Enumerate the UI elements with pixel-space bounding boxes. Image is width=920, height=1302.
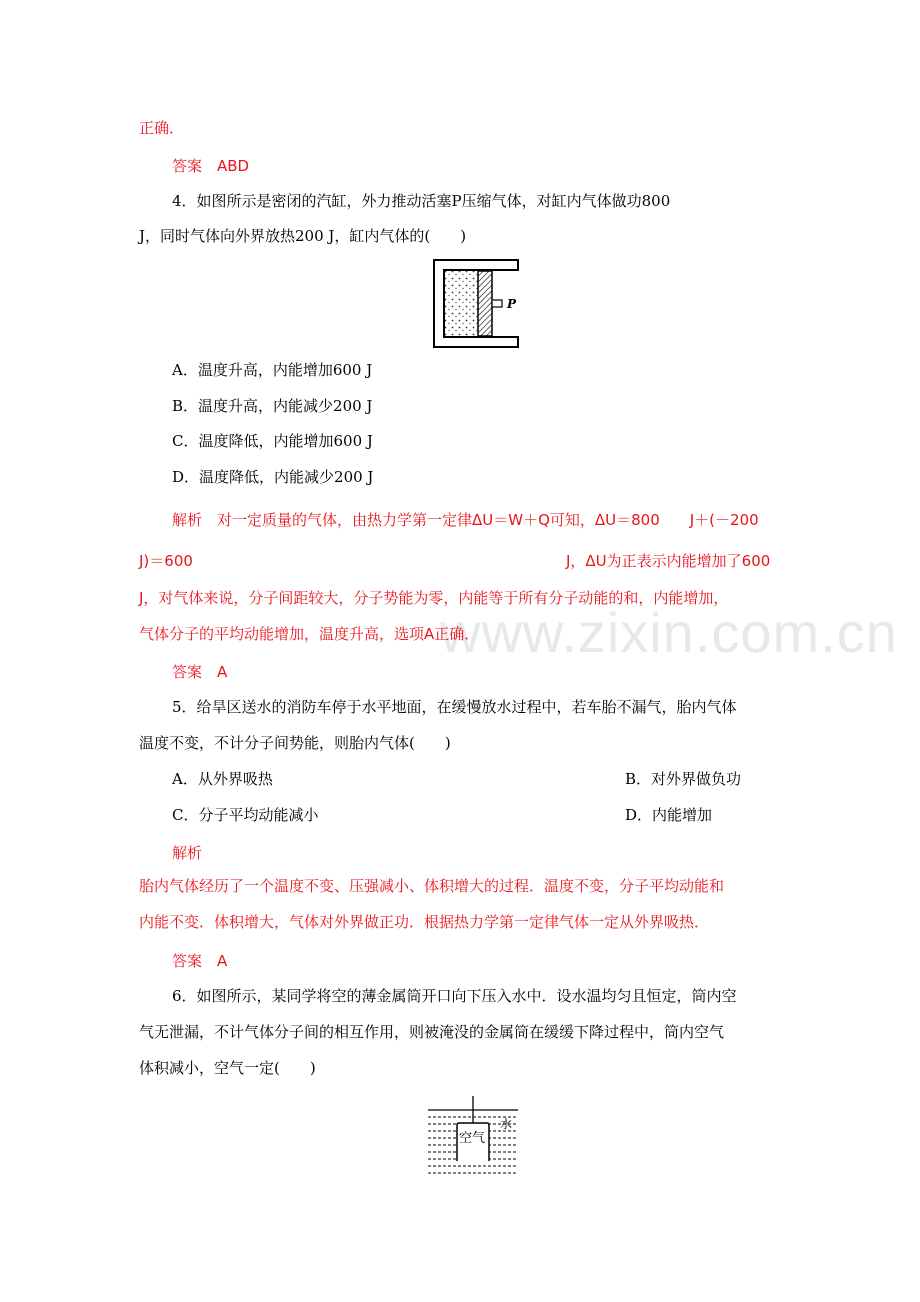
q5-stem-line2: 温度不变，不计分子间势能，则胎内气体( ): [139, 734, 451, 752]
q5-option-b: B．对外界做负功: [625, 770, 742, 788]
q4-analysis-line1: 解析 对一定质量的气体，由热力学第一定律ΔU＝W＋Q可知，ΔU＝800 J＋(－200: [172, 511, 759, 529]
q4-stem-line2: J，同时气体向外界放热200 J，缸内气体的( ): [139, 227, 467, 245]
q6-stem-line3: 体积减小，空气一定( ): [139, 1059, 316, 1077]
q4-analysis-line2b: J，ΔU为正表示内能增加了600: [566, 552, 771, 570]
air-label: 空气: [459, 1131, 486, 1146]
q4-answer: 答案 A: [172, 663, 228, 681]
q4-option-b: B．温度升高，内能减少200 J: [172, 397, 373, 415]
q5-stem-line1: 5．给旱区送水的消防车停于水平地面，在缓慢放水过程中，若车胎不漏气，胎内气体: [172, 698, 737, 716]
q5-analysis-label: 解析: [172, 844, 203, 862]
q5-option-c: C．分子平均动能减小: [172, 806, 319, 824]
q6-stem-line2: 气无泄漏，不计气体分子间的相互作用，则被淹没的金属筒在缓缓下降过程中，筒内空气: [139, 1023, 725, 1041]
q4-option-a: A．温度升高，内能增加600 J: [172, 361, 373, 379]
q5-analysis-line1: 胎内气体经历了一个温度不变、压强减小、体积增大的过程．温度不变，分子平均动能和: [139, 877, 725, 895]
q4-option-c: C．温度降低，内能增加600 J: [172, 432, 373, 450]
q4-analysis-line2a: J)＝600: [139, 552, 193, 570]
q4-option-d: D．温度降低，内能减少200 J: [172, 468, 374, 486]
water-label: 水: [500, 1117, 513, 1131]
q5-option-a: A．从外界吸热: [172, 770, 273, 788]
q5-analysis-line2: 内能不变．体积增大，气体对外界做正功．根据热力学第一定律气体一定从外界吸热．: [139, 913, 710, 931]
prev-answer: 答案 ABD: [172, 157, 250, 175]
watermark: www.zixin.com.cn: [440, 601, 898, 664]
q4-stem-line1: 4．如图所示是密闭的汽缸，外力推动活塞P压缩气体，对缸内气体做功800: [172, 192, 671, 210]
q4-analysis-line3: J，对气体来说，分子间距较大，分子势能为零，内能等于所有分子动能的和，内能增加，: [139, 589, 729, 607]
prev-analysis-tail: 正确．: [139, 119, 185, 137]
q5-answer: 答案 A: [172, 952, 228, 970]
q4-analysis-line4: 气体分子的平均动能增加，温度升高，选项A正确．: [139, 625, 480, 643]
piston-p-label: P: [507, 297, 517, 311]
q5-option-d: D．内能增加: [625, 806, 713, 824]
q6-stem-line1: 6．如图所示，某同学将空的薄金属筒开口向下压入水中．设水温均匀且恒定，筒内空: [172, 987, 737, 1005]
